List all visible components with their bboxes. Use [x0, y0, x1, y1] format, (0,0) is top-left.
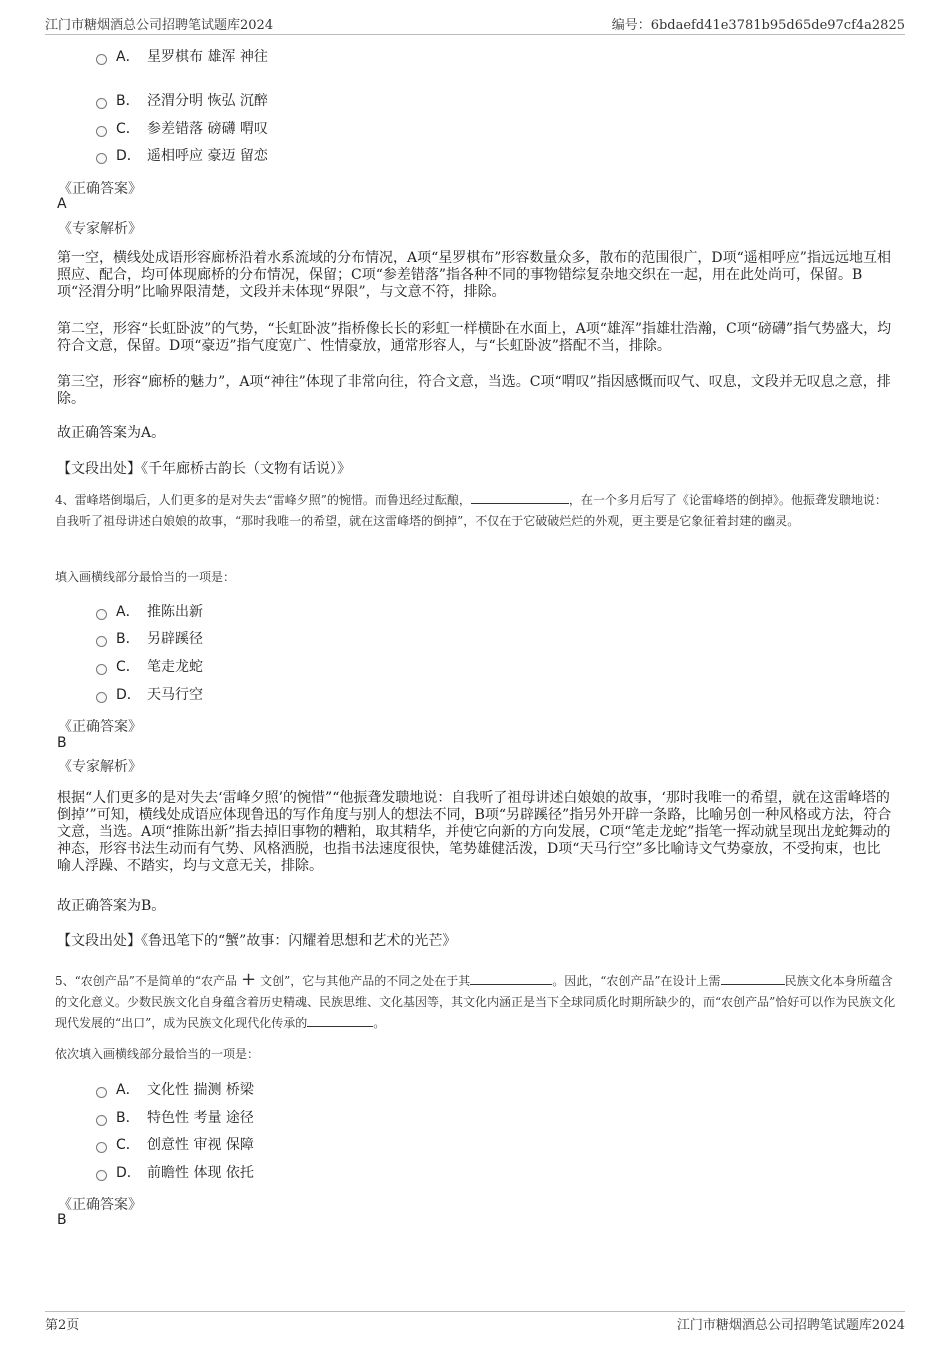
q4-option-a[interactable]: A． 推陈出新 [96, 602, 203, 622]
q5-option-c[interactable]: C． 创意性 审视 保障 [96, 1135, 254, 1155]
radio-icon[interactable] [96, 1142, 107, 1153]
q3-analysis-1: 第一空，横线处成语形容廊桥沿着水系流域的分布情况，A项“星罗棋布”形容数量众多，散布的范围很广，D项“遥相呼应”指远远地互相照应、配合，均可体现廊桥的分布情况，保留；C项“参差错落”指各种不同的事物错综复杂地交织在一起，用在此处尚可，保留。B项“泾渭分明”比喻界限清楚，文段并未体现“界限”，与文意不符，排除。 [57, 250, 891, 300]
header-serial: 编号：6bdaefd41e3781b95d65de97cf4a2825 [611, 18, 905, 33]
footer-title: 江门市糖烟酒总公司招聘笔试题库2024 [676, 1318, 905, 1333]
q5-option-b[interactable]: B． 特色性 考量 途径 [96, 1108, 254, 1128]
q5-answer-label: 《正确答案》 [58, 1197, 142, 1213]
q4-option-c[interactable]: C． 笔走龙蛇 [96, 657, 203, 677]
header-divider [45, 34, 905, 35]
q3-source: 【文段出处】《千年廊桥古韵长（文物有话说）》 [57, 461, 351, 477]
radio-icon[interactable] [96, 664, 107, 675]
q4-answer: B [57, 735, 67, 751]
radio-icon[interactable] [96, 98, 107, 109]
page-header [45, 14, 905, 32]
q4-prompt: 填入画横线部分最恰当的一项是： [55, 570, 236, 584]
q3-option-c[interactable]: C． 参差错落 磅礴 喟叹 [96, 119, 268, 139]
q4-question: 4、雷峰塔倒塌后，人们更多的是对失去“雷峰夕照”的惋惜。而鲁迅经过酝酿， ，在一个多月后写了《论雷峰塔的倒掉》。他振聋发聩地说：自我听了祖母讲述白娘娘的故事，“那时我唯一的希望，就在这雷峰塔的倒掉”，不仅在于它破破烂烂的外观，更主要是它象征着封建的幽灵。 [55, 493, 887, 528]
q3-analysis-3: 第三空，形容“廊桥的魅力”，A项“神往”体现了非常向往，符合文意，当选。C项“喟叹”指因感慨而叹气、叹息，文段并无叹息之意，排除。 [57, 374, 891, 407]
q5-blank-3[interactable] [307, 1014, 373, 1027]
radio-icon[interactable] [96, 153, 107, 164]
header-title: 江门市糖烟酒总公司招聘笔试题库2024 [45, 18, 274, 33]
q4-conclusion: 故正确答案为B。 [57, 898, 166, 914]
q4-option-b[interactable]: B． 另辟蹊径 [96, 629, 203, 649]
q5-answer: B [57, 1212, 67, 1228]
radio-icon[interactable] [96, 1087, 107, 1098]
q3-answer: A [57, 196, 67, 212]
radio-icon[interactable] [96, 126, 107, 137]
q4-analysis-1: 根据“人们更多的是对失去‘雷峰夕照’的惋惜”“他振聋发聩地说：自我听了祖母讲述白娘娘的故事，‘那时我唯一的希望，就在这雷峰塔的倒掉’”可知，横线处成语应体现鲁迅的写作角度与别人的想法不同，B项“另辟蹊径”指另外开辟一条路，比喻另创一种风格或方法，符合文意，当选。A项“推陈出新”指去掉旧事物的糟粕，取其精华，并使它向新的方向发展，C项“笔走龙蛇”指笔一挥动就呈现出龙蛇舞动的神态，形容书法生动而有气势、风格洒脱，也指书法速度很快，笔势雄健活泼，D项“天马行空”多比喻诗文气势豪放，不受拘束，也比喻人浮躁、不踏实，均与文意无关，排除。 [57, 790, 892, 874]
q5-option-d[interactable]: D． 前瞻性 体现 依托 [96, 1163, 254, 1183]
q3-analysis-2: 第二空，形容“长虹卧波”的气势，“长虹卧波”指桥像长长的彩虹一样横卧在水面上，A项“雄浑”指雄壮浩瀚，C项“磅礴”指气势盛大，均符合文意，保留。D项“豪迈”指气度宽广、性情豪放，通常形容人，与“长虹卧波”搭配不当，排除。 [57, 321, 892, 354]
q4-analysis-label: 《专家解析》 [58, 759, 142, 775]
q3-option-d[interactable]: D． 遥相呼应 豪迈 留恋 [96, 146, 268, 166]
q3-analysis-label: 《专家解析》 [58, 221, 142, 237]
q5-blank-1[interactable] [470, 972, 552, 985]
q3-answer-label: 《正确答案》 [58, 181, 142, 197]
q5-blank-2[interactable] [721, 972, 785, 985]
radio-icon[interactable] [96, 692, 107, 703]
radio-icon[interactable] [96, 609, 107, 620]
q5-option-a[interactable]: A． 文化性 揣测 桥梁 [96, 1080, 254, 1100]
q5-question: 5、“农创产品”不是简单的“农产品 + 文创”，它与其他产品的不同之处在于其 。因此，“农创产品”在设计上需 民族文化本身所蕴含的文化意义。少数民族文化自身蕴含着历史精魂、民族思维、文化基因等，其文化内涵正是当下全球同质化时期所缺少的，而“农创产品”恰好可以作为民族文化现代发展的“出口”，成为民族文化现代化传承的 。 [55, 969, 896, 1030]
q3-option-b[interactable]: B． 泾渭分明 恢弘 沉醉 [96, 91, 268, 111]
radio-icon[interactable] [96, 1115, 107, 1126]
radio-icon[interactable] [96, 54, 107, 65]
radio-icon[interactable] [96, 1170, 107, 1181]
q4-answer-label: 《正确答案》 [58, 719, 142, 735]
q3-conclusion: 故正确答案为A。 [57, 425, 166, 441]
q4-blank[interactable] [471, 491, 569, 504]
q4-source: 【文段出处】《鲁迅笔下的“蟹”故事：闪耀着思想和艺术的光芒》 [57, 933, 457, 949]
q5-prompt: 依次填入画横线部分最恰当的一项是： [55, 1047, 260, 1061]
radio-icon[interactable] [96, 636, 107, 647]
q4-option-d[interactable]: D． 天马行空 [96, 685, 203, 705]
page-number: 第2页 [45, 1318, 80, 1333]
footer-divider [45, 1311, 905, 1312]
q3-option-a[interactable]: A． 星罗棋布 雄浑 神往 [96, 47, 268, 67]
